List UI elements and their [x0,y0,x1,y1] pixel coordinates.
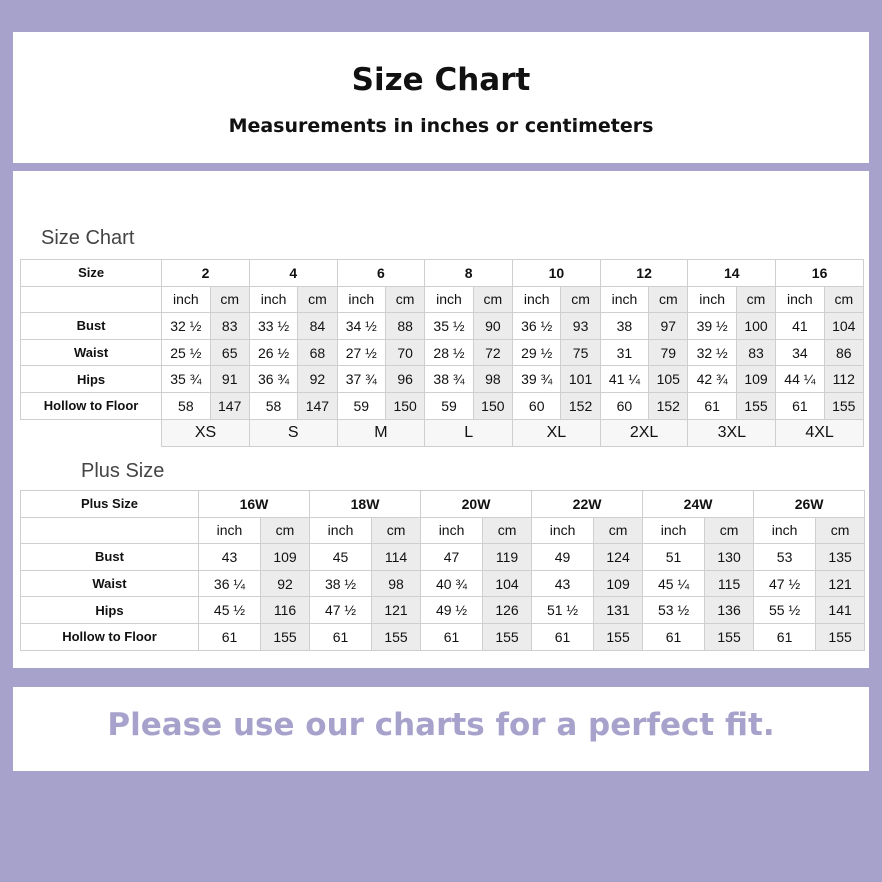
empty-cell [21,517,199,544]
inch-value: 61 [310,623,372,650]
unit-inch-header: inch [688,286,736,313]
inch-value: 42 ¾ [688,366,736,393]
inch-value: 37 ¾ [337,366,385,393]
letter-size: M [337,419,425,446]
table-row [21,623,865,650]
table-row [21,570,865,597]
inch-value: 29 ½ [513,339,561,366]
unit-inch-header: inch [776,286,824,313]
size-header: 24W [643,491,754,518]
size-header: 2 [162,260,250,287]
unit-inch-header: inch [337,286,385,313]
unit-cm-header: cm [483,517,532,544]
inch-value: 58 [162,392,210,419]
unit-inch-header: inch [249,286,297,313]
unit-cm-header: cm [594,517,643,544]
letter-size: L [425,419,513,446]
unit-cm-header: cm [816,517,865,544]
row-label: Hips [21,597,199,624]
unit-inch-header: inch [754,517,816,544]
letter-size-row [21,419,864,446]
size-header: 20W [421,491,532,518]
unit-inch-header: inch [600,286,648,313]
letter-size: S [249,419,337,446]
cm-value: 155 [594,623,643,650]
inch-value: 53 [754,544,816,571]
inch-value: 34 [776,339,824,366]
cm-value: 155 [705,623,754,650]
inch-value: 32 ½ [688,339,736,366]
inch-value: 49 ½ [421,597,483,624]
size-header: 14 [688,260,776,287]
cm-value: 97 [649,313,688,340]
inch-value: 49 [532,544,594,571]
page-title: Size Chart [351,62,531,98]
cm-value: 119 [483,544,532,571]
footer-message: Please use our charts for a perfect fit. [107,707,775,743]
size-header-row [21,260,864,287]
header-panel [13,32,869,163]
cm-value: 126 [483,597,532,624]
inch-value: 61 [754,623,816,650]
size-header: 6 [337,260,425,287]
cm-value: 131 [594,597,643,624]
cm-value: 86 [824,339,863,366]
inch-value: 33 ½ [249,313,297,340]
size-header: 26W [754,491,865,518]
size-header: 18W [310,491,421,518]
size-header: 4 [249,260,337,287]
inch-value: 38 [600,313,648,340]
cm-value: 92 [298,366,337,393]
size-header: 22W [532,491,643,518]
cm-value: 112 [824,366,863,393]
corner-label: Size [21,260,162,287]
cm-value: 75 [561,339,600,366]
cm-value: 105 [649,366,688,393]
row-label: Bust [21,544,199,571]
inch-value: 39 ½ [688,313,736,340]
table-row [21,339,864,366]
footer-panel [13,687,869,771]
cm-value: 121 [816,570,865,597]
row-label: Bust [21,313,162,340]
cm-value: 114 [372,544,421,571]
unit-cm-header: cm [473,286,512,313]
inch-value: 43 [532,570,594,597]
cm-value: 93 [561,313,600,340]
cm-value: 98 [372,570,421,597]
inch-value: 41 [776,313,824,340]
unit-cm-header: cm [824,286,863,313]
letter-size: XL [513,419,601,446]
inch-value: 53 ½ [643,597,705,624]
inch-value: 47 ½ [754,570,816,597]
plus-section-title: Plus Size [81,460,165,482]
inch-value: 44 ¼ [776,366,824,393]
size-header: 8 [425,260,513,287]
cm-value: 84 [298,313,337,340]
cm-value: 104 [483,570,532,597]
unit-inch-header: inch [162,286,210,313]
cm-value: 135 [816,544,865,571]
inch-value: 61 [688,392,736,419]
cm-value: 130 [705,544,754,571]
inch-value: 60 [513,392,561,419]
inch-value: 61 [532,623,594,650]
letter-size: 3XL [688,419,776,446]
inch-value: 61 [421,623,483,650]
unit-header-row [21,517,865,544]
inch-value: 35 ½ [425,313,473,340]
unit-cm-header: cm [385,286,424,313]
cm-value: 100 [736,313,775,340]
inch-value: 45 ¼ [643,570,705,597]
inch-value: 25 ½ [162,339,210,366]
cm-value: 115 [705,570,754,597]
cm-value: 121 [372,597,421,624]
cm-value: 150 [385,392,424,419]
cm-value: 65 [210,339,249,366]
cm-value: 96 [385,366,424,393]
unit-inch-header: inch [425,286,473,313]
row-label: Hips [21,366,162,393]
cm-value: 109 [736,366,775,393]
row-label: Waist [21,339,162,366]
cm-value: 98 [473,366,512,393]
inch-value: 60 [600,392,648,419]
standard-section-title: Size Chart [41,227,135,249]
inch-value: 55 ½ [754,597,816,624]
cm-value: 147 [298,392,337,419]
cm-value: 92 [261,570,310,597]
inch-value: 58 [249,392,297,419]
cm-value: 150 [473,392,512,419]
cm-value: 155 [816,623,865,650]
letter-size: XS [162,419,250,446]
unit-inch-header: inch [199,517,261,544]
cm-value: 79 [649,339,688,366]
cm-value: 104 [824,313,863,340]
standard-size-table [20,259,864,447]
blank-cell [21,419,162,446]
inch-value: 38 ¾ [425,366,473,393]
inch-value: 39 ¾ [513,366,561,393]
inch-value: 36 ½ [513,313,561,340]
inch-value: 45 ½ [199,597,261,624]
inch-value: 35 ¾ [162,366,210,393]
inch-value: 31 [600,339,648,366]
table-row [21,313,864,340]
inch-value: 27 ½ [337,339,385,366]
unit-inch-header: inch [532,517,594,544]
unit-cm-header: cm [210,286,249,313]
size-header: 16 [776,260,864,287]
inch-value: 61 [199,623,261,650]
inch-value: 59 [425,392,473,419]
cm-value: 101 [561,366,600,393]
unit-cm-header: cm [261,517,310,544]
cm-value: 141 [816,597,865,624]
inch-value: 47 [421,544,483,571]
cm-value: 88 [385,313,424,340]
cm-value: 124 [594,544,643,571]
size-header: 12 [600,260,688,287]
cm-value: 152 [561,392,600,419]
cm-value: 70 [385,339,424,366]
inch-value: 61 [776,392,824,419]
row-label: Hollow to Floor [21,392,162,419]
page-subtitle: Measurements in inches or centimeters [228,115,654,137]
inch-value: 41 ¼ [600,366,648,393]
cm-value: 155 [261,623,310,650]
cm-value: 155 [372,623,421,650]
inch-value: 51 [643,544,705,571]
plus-size-table [20,490,865,651]
letter-size: 4XL [776,419,864,446]
row-label: Hollow to Floor [21,623,199,650]
cm-value: 116 [261,597,310,624]
cm-value: 83 [210,313,249,340]
cm-value: 155 [824,392,863,419]
chart-panel [13,171,869,668]
table-row [21,366,864,393]
cm-value: 72 [473,339,512,366]
size-header-row [21,491,865,518]
table-row [21,544,865,571]
letter-size: 2XL [600,419,688,446]
unit-cm-header: cm [736,286,775,313]
inch-value: 36 ¼ [199,570,261,597]
unit-header-row [21,286,864,313]
cm-value: 147 [210,392,249,419]
unit-inch-header: inch [310,517,372,544]
cm-value: 136 [705,597,754,624]
row-label: Waist [21,570,199,597]
cm-value: 109 [594,570,643,597]
cm-value: 152 [649,392,688,419]
unit-cm-header: cm [649,286,688,313]
inch-value: 36 ¾ [249,366,297,393]
inch-value: 26 ½ [249,339,297,366]
cm-value: 155 [483,623,532,650]
inch-value: 38 ½ [310,570,372,597]
empty-cell [21,286,162,313]
inch-value: 47 ½ [310,597,372,624]
inch-value: 28 ½ [425,339,473,366]
inch-value: 51 ½ [532,597,594,624]
unit-cm-header: cm [372,517,421,544]
inch-value: 43 [199,544,261,571]
unit-inch-header: inch [421,517,483,544]
cm-value: 91 [210,366,249,393]
inch-value: 45 [310,544,372,571]
unit-cm-header: cm [561,286,600,313]
inch-value: 59 [337,392,385,419]
inch-value: 61 [643,623,705,650]
cm-value: 83 [736,339,775,366]
table-row [21,392,864,419]
corner-label: Plus Size [21,491,199,518]
unit-cm-header: cm [298,286,337,313]
unit-cm-header: cm [705,517,754,544]
inch-value: 32 ½ [162,313,210,340]
cm-value: 68 [298,339,337,366]
inch-value: 34 ½ [337,313,385,340]
table-row [21,597,865,624]
cm-value: 109 [261,544,310,571]
cm-value: 155 [736,392,775,419]
size-header: 10 [513,260,601,287]
size-header: 16W [199,491,310,518]
cm-value: 90 [473,313,512,340]
inch-value: 40 ¾ [421,570,483,597]
unit-inch-header: inch [513,286,561,313]
unit-inch-header: inch [643,517,705,544]
